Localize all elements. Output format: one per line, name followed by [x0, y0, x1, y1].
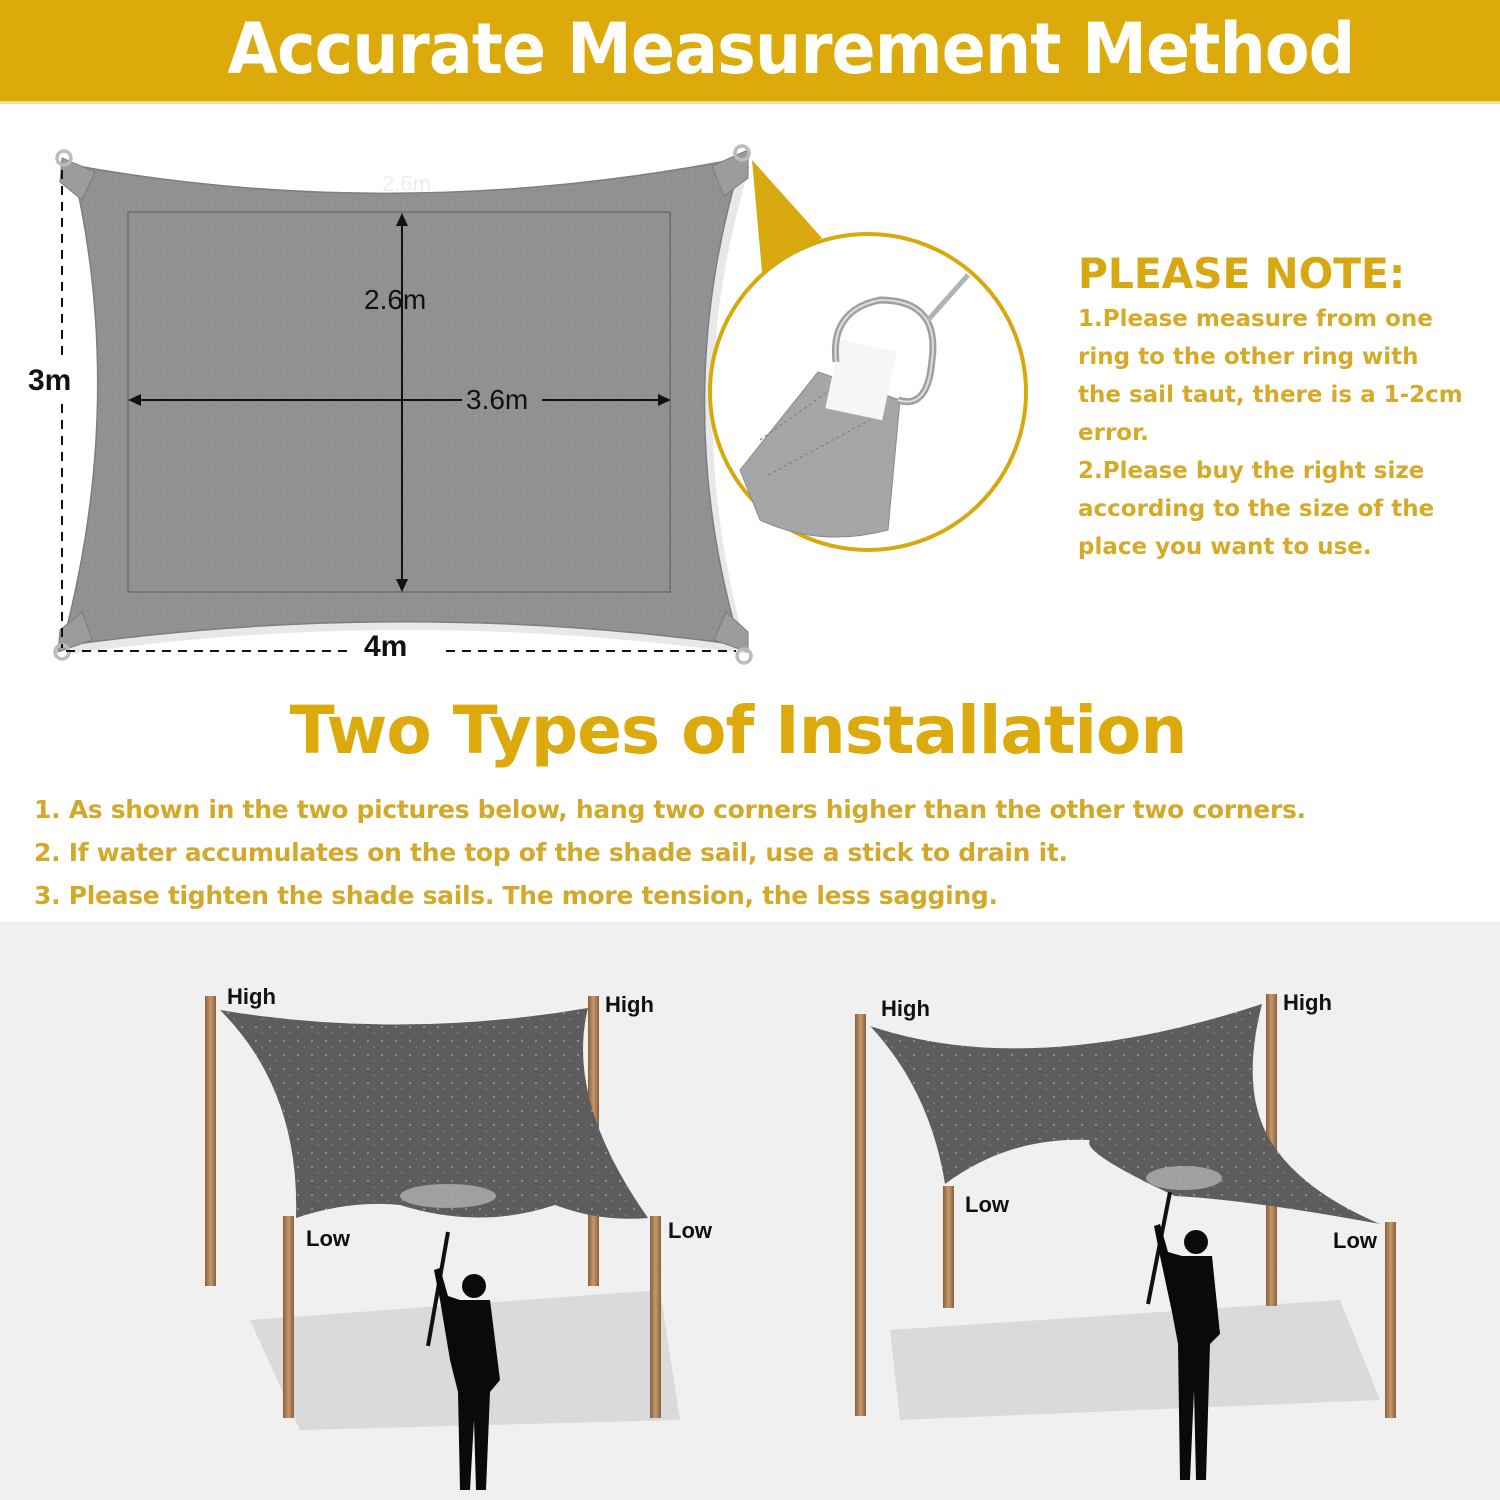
installation-step: 3. Please tighten the shade sails. The more tension, the less sagging. — [34, 881, 998, 910]
note-line: 1.Please measure from one — [1078, 306, 1433, 332]
corner-label-high: High — [1283, 990, 1332, 1015]
please-note-panel — [1078, 248, 1488, 566]
note-line: 2.Please buy the right size — [1078, 458, 1425, 484]
corner-label-high: High — [227, 984, 276, 1009]
note-line: place you want to use. — [1078, 534, 1372, 560]
installation-illustrations — [0, 922, 1500, 1500]
corner-label-low: Low — [306, 1226, 350, 1251]
corner-label-low: Low — [668, 1218, 712, 1243]
inner-height-label: 2.6m — [364, 284, 427, 315]
note-line: error. — [1078, 420, 1149, 446]
corner-label-high: High — [605, 992, 654, 1017]
faint-dimension-label: 2.6m — [382, 171, 431, 196]
scene-twisted-install — [855, 994, 1396, 1480]
outer-width-label: 4m — [364, 630, 408, 663]
shade-sail-illustration — [0, 130, 1060, 690]
installation-steps — [34, 788, 1306, 917]
header-banner — [0, 0, 1500, 104]
note-line: according to the size of the — [1078, 496, 1435, 522]
page-title: Accurate Measurement Method — [227, 8, 1355, 90]
corner-label-low: Low — [965, 1192, 1009, 1217]
installation-step: 2. If water accumulates on the top of the shade sail, use a stick to drain it. — [34, 838, 1068, 867]
note-line: the sail taut, there is a 1-2cm — [1078, 382, 1463, 408]
installation-step: 1. As shown in the two pictures below, hang two corners higher than the other two corners. — [34, 795, 1306, 824]
installation-title: Two Types of Installation — [289, 692, 1187, 769]
outer-height-label: 3m — [28, 364, 72, 397]
corner-label-high: High — [881, 996, 930, 1021]
corner-label-low: Low — [1333, 1228, 1377, 1253]
scene-rectangle-install — [205, 996, 680, 1490]
measurement-diagram — [0, 130, 1060, 690]
inner-width-label: 3.6m — [466, 384, 529, 415]
note-line: ring to the other ring with — [1078, 344, 1419, 370]
note-title: PLEASE NOTE: — [1078, 249, 1406, 298]
